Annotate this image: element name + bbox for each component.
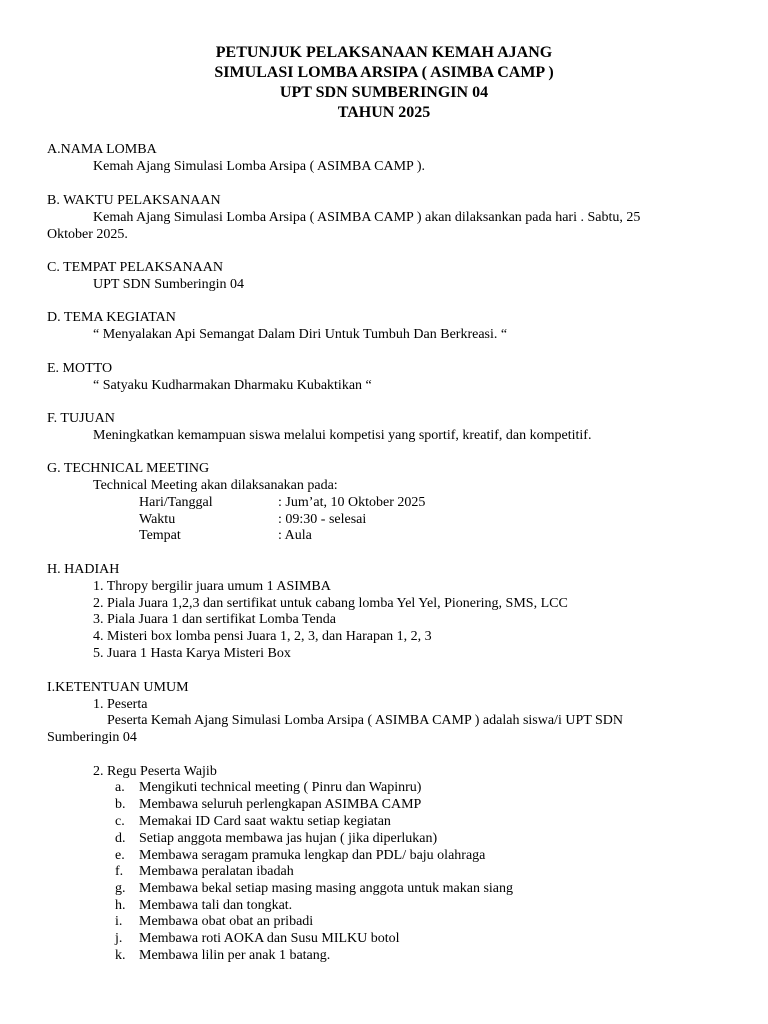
section-h-heading: H. HADIAH — [47, 562, 120, 577]
rule-2-item-e-marker: e. — [115, 848, 125, 863]
meeting-label-date: Hari/Tanggal — [139, 495, 213, 510]
rule-2-item-f-marker: f. — [115, 864, 124, 879]
section-f-text: Meningkatkan kemampuan siswa melalui kompetisi yang sportif, kreatif, dan kompetitif. — [93, 428, 592, 443]
rule-2-item-h-marker: h. — [115, 898, 126, 913]
rule-2-item-f: Membawa peralatan ibadah — [139, 864, 294, 879]
title-line-2: SIMULASI LOMBA ARSIPA ( ASIMBA CAMP ) — [214, 64, 554, 81]
prize-item-2: 2. Piala Juara 1,2,3 dan sertifikat untuk cabang lomba Yel Yel, Pionering, SMS, LCC — [93, 596, 568, 611]
section-e-heading: E. MOTTO — [47, 361, 113, 376]
rule-2-label: 2. Regu Peserta Wajib — [93, 764, 217, 779]
section-d-heading: D. TEMA KEGIATAN — [47, 310, 176, 325]
rule-2-item-k-marker: k. — [115, 948, 126, 963]
section-g-heading: G. TECHNICAL MEETING — [47, 461, 210, 476]
rule-2-item-c-marker: c. — [115, 814, 125, 829]
rule-2-item-e: Membawa seragam pramuka lengkap dan PDL/ baju olahraga — [139, 848, 486, 863]
section-e-text: “ Satyaku Kudharmakan Dharmaku Kubaktikan “ — [93, 378, 372, 393]
section-c-text: UPT SDN Sumberingin 04 — [93, 277, 245, 292]
rule-1-text-2: Sumberingin 04 — [47, 730, 137, 745]
prize-item-3: 3. Piala Juara 1 dan sertifikat Lomba Tenda — [93, 612, 336, 627]
prize-item-1: 1. Thropy bergilir juara umum 1 ASIMBA — [93, 579, 331, 594]
rule-2-item-i: Membawa obat obat an pribadi — [139, 914, 314, 929]
section-a-heading: A.NAMA LOMBA — [47, 142, 157, 157]
rule-2-item-g-marker: g. — [115, 881, 126, 896]
section-b-text-1: Kemah Ajang Simulasi Lomba Arsipa ( ASIMBA CAMP ) akan dilaksankan pada hari . Sabtu, 25 — [93, 210, 641, 225]
section-c-heading: C. TEMPAT PELAKSANAAN — [47, 260, 223, 275]
section-d-text: “ Menyalakan Api Semangat Dalam Diri Untuk Tumbuh Dan Berkreasi. “ — [93, 327, 508, 342]
rule-2-item-c: Memakai ID Card saat waktu setiap kegiatan — [139, 814, 391, 829]
rule-2-item-d-marker: d. — [115, 831, 126, 846]
rule-2-item-j: Membawa roti AOKA dan Susu MILKU botol — [139, 931, 400, 946]
meeting-label-place: Tempat — [139, 528, 181, 543]
document-title — [0, 43, 768, 123]
title-line-1: PETUNJUK PELAKSANAAN KEMAH AJANG — [215, 44, 553, 61]
rule-2-item-d: Setiap anggota membawa jas hujan ( jika diperlukan) — [139, 831, 438, 846]
rule-2-item-h: Membawa tali dan tongkat. — [139, 898, 293, 913]
rule-1-text-1: Peserta Kemah Ajang Simulasi Lomba Arsipa ( ASIMBA CAMP ) adalah siswa/i UPT SDN — [107, 713, 624, 728]
meeting-value-date: : Jum’at, 10 Oktober 2025 — [278, 495, 426, 510]
prize-item-4: 4. Misteri box lomba pensi Juara 1, 2, 3, dan Harapan 1, 2, 3 — [93, 629, 432, 644]
meeting-value-time: : 09:30 - selesai — [278, 512, 367, 527]
section-a-text: Kemah Ajang Simulasi Lomba Arsipa ( ASIMBA CAMP ). — [93, 159, 425, 174]
section-b-heading: B. WAKTU PELAKSANAAN — [47, 193, 221, 208]
rule-2-item-a-marker: a. — [115, 780, 125, 795]
rule-2-item-b-marker: b. — [115, 797, 126, 812]
section-f-heading: F. TUJUAN — [47, 411, 115, 426]
rule-2-item-k: Membawa lilin per anak 1 batang. — [139, 948, 331, 963]
title-line-3: UPT SDN SUMBERINGIN 04 — [279, 84, 489, 101]
rule-1-label: 1. Peserta — [93, 697, 148, 712]
section-g-intro: Technical Meeting akan dilaksanakan pada: — [93, 478, 338, 493]
rule-2-item-a: Mengikuti technical meeting ( Pinru dan Wapinru) — [139, 780, 422, 795]
meeting-value-place: : Aula — [278, 528, 312, 543]
rule-2-item-g: Membawa bekal setiap masing masing anggota untuk makan siang — [139, 881, 514, 896]
rule-2-item-j-marker: j. — [115, 931, 123, 946]
title-line-4: TAHUN 2025 — [337, 104, 431, 121]
section-i-heading: I.KETENTUAN UMUM — [47, 680, 189, 695]
rule-2-item-b: Membawa seluruh perlengkapan ASIMBA CAMP — [139, 797, 422, 812]
section-b-text-2: Oktober 2025. — [47, 227, 128, 242]
meeting-label-time: Waktu — [139, 512, 176, 527]
prize-item-5: 5. Juara 1 Hasta Karya Misteri Box — [93, 646, 291, 661]
rule-2-item-i-marker: i. — [115, 914, 123, 929]
